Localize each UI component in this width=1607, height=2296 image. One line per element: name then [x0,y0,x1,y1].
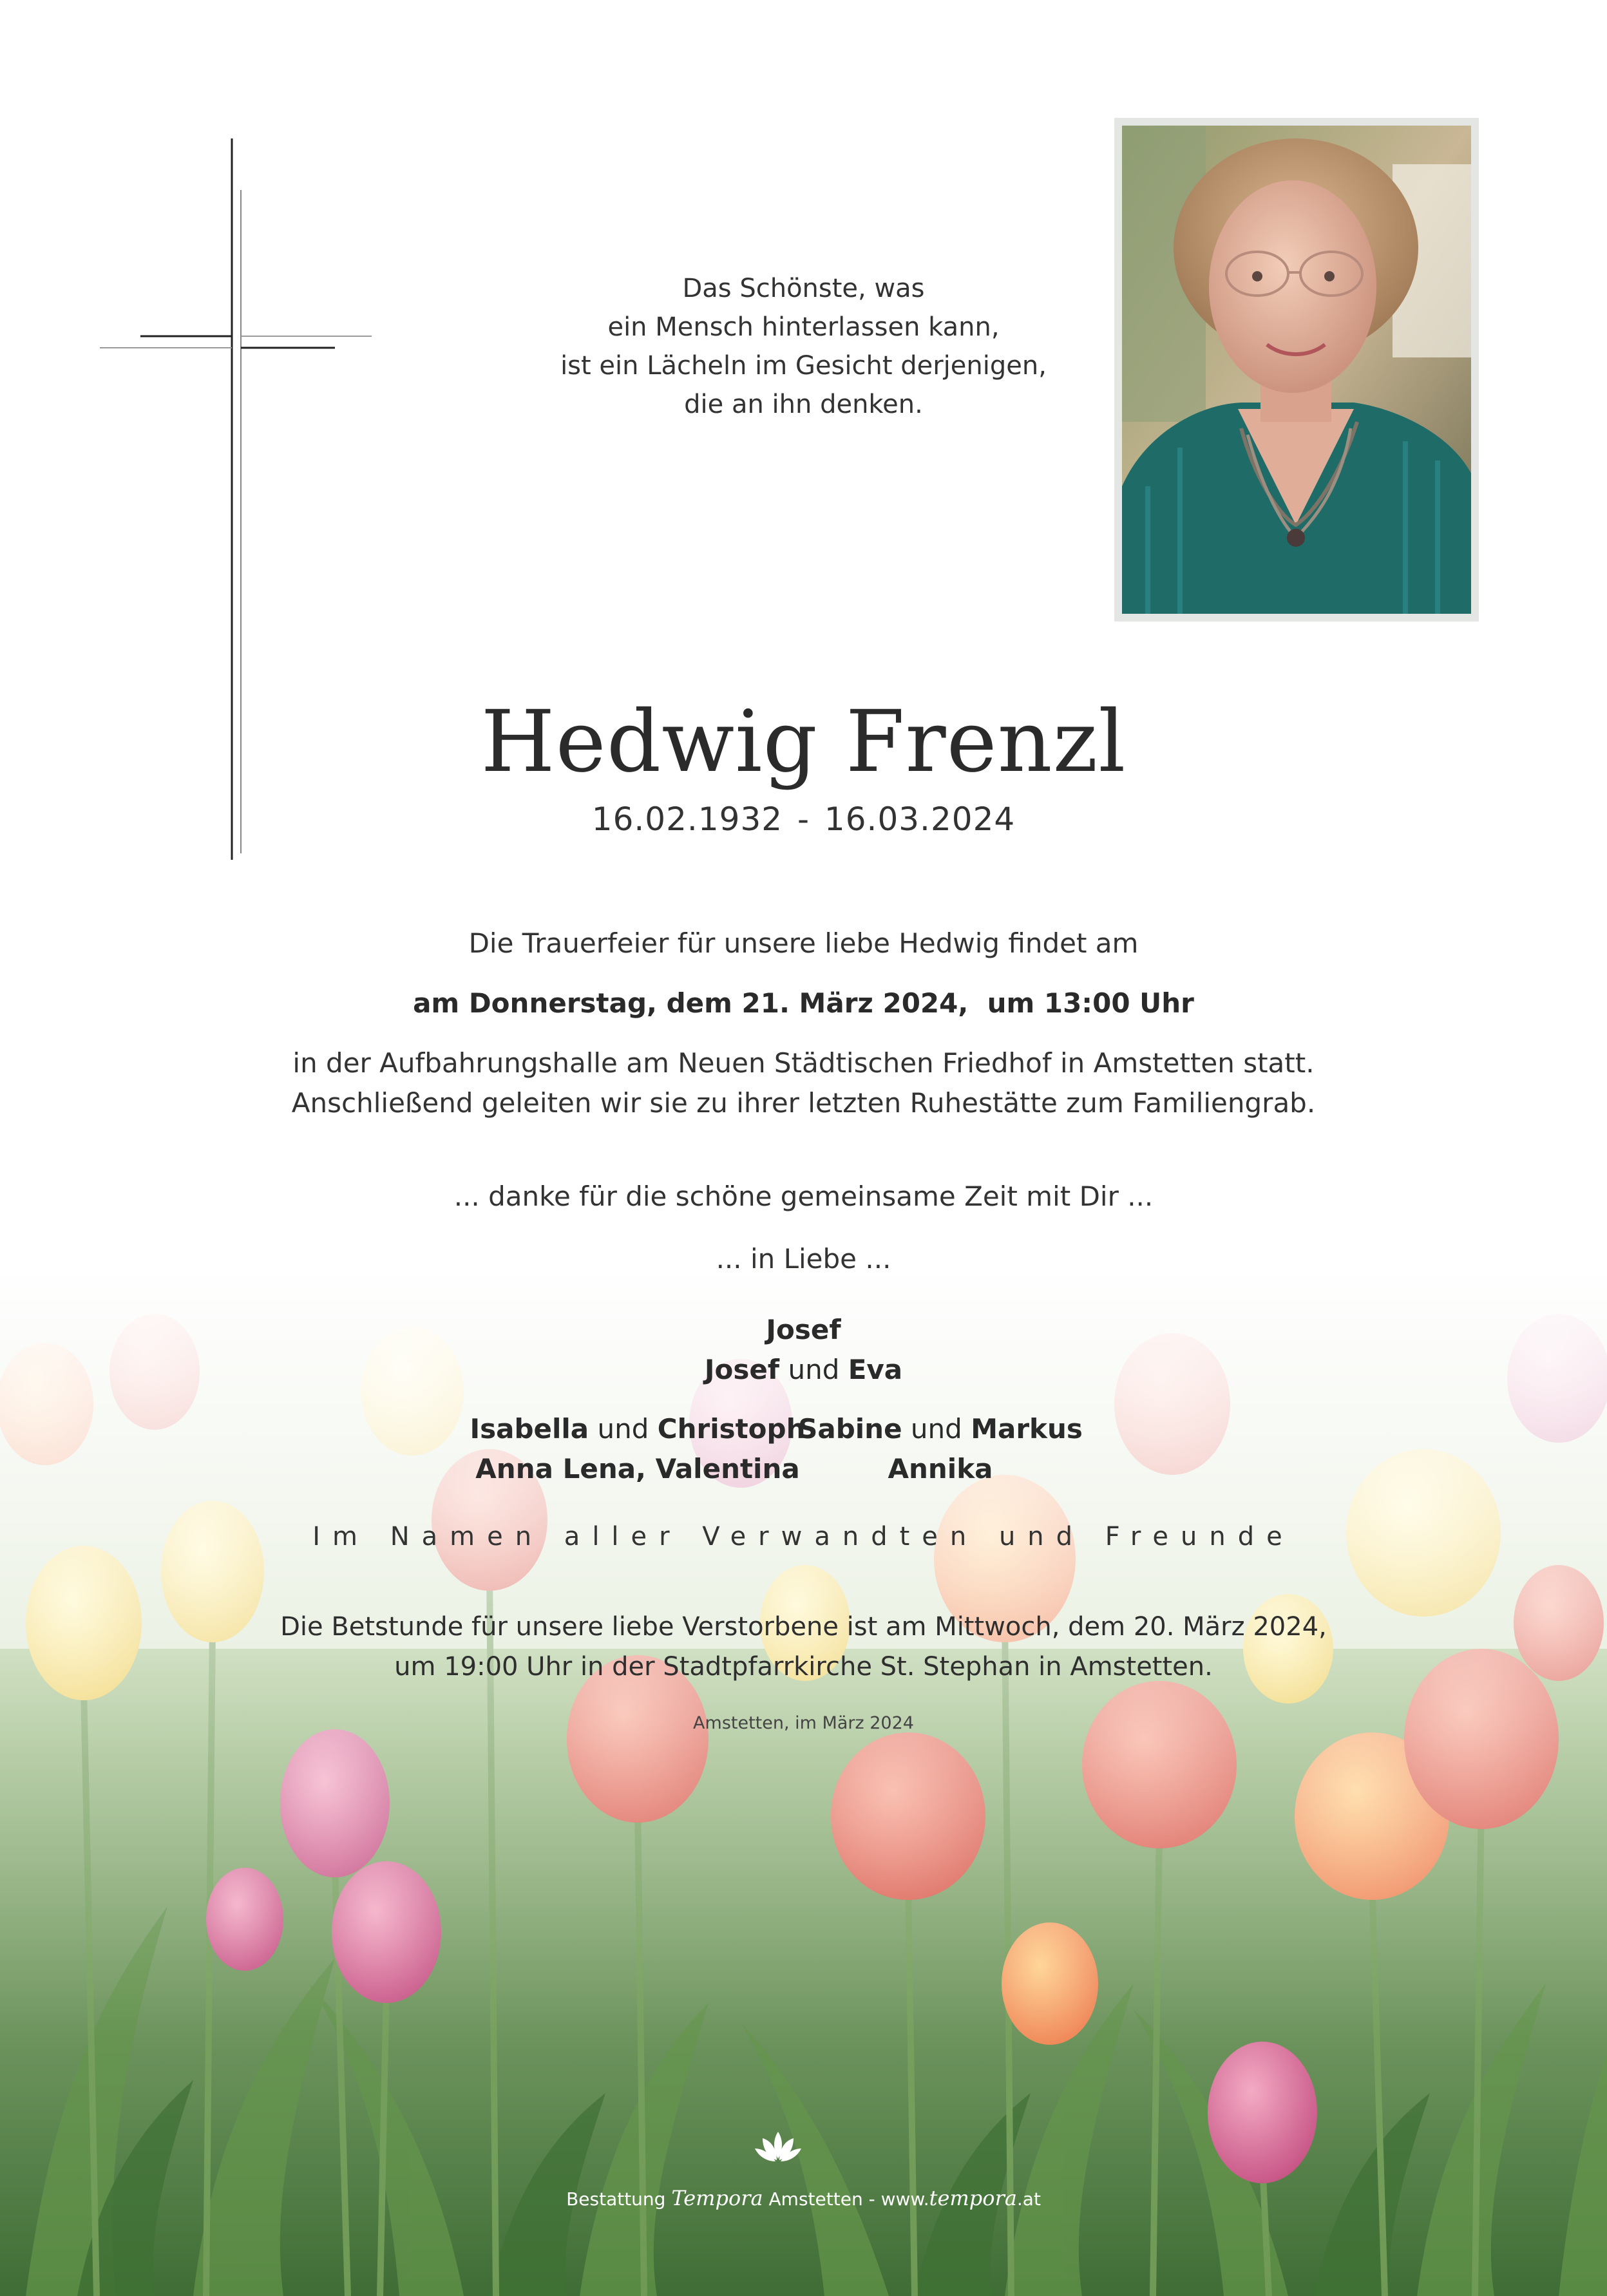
ceremony-date-time: am Donnerstag, dem 21. März 2024, um 13:00 Uhr [413,987,1194,1019]
thanks-line: ... danke für die schöne gemeinsame Zeit mit Dir ... [453,1181,1154,1212]
family-and: und [910,1413,962,1445]
family-second [0,1354,1607,1385]
ceremony-location [0,1043,1607,1123]
quote-line: ist ein Lächeln im Gesicht derjenigen, [560,351,1047,381]
place-date: Amstetten, im März 2024 [693,1713,914,1733]
quote-line: Das Schönste, was [682,274,925,303]
birth-date: 16.02.1932 [591,801,783,838]
death-date: 16.03.2024 [824,801,1016,838]
family-name: Eva [848,1354,903,1385]
footer-prefix: Bestattung [566,2188,666,2210]
family-name: Sabine [798,1413,902,1445]
date-separator: - [797,801,810,838]
ceremony-location-line: Anschließend geleiten wir sie zu ihrer letzten Ruhestätte zum Familiengrab. [291,1087,1316,1119]
family-name: Isabella [470,1413,589,1445]
footer-web-tld: .at [1016,2188,1041,2210]
family-right-group [779,1409,1101,1489]
footer-suffix: Amstetten - www. [768,2188,929,2210]
life-dates [0,801,1607,838]
prayer-line: Die Betstunde für unsere liebe Verstorbene ist am Mittwoch, dem 20. März 2024, [280,1612,1327,1642]
prayer-info [0,1607,1607,1687]
footer-web-brand: tempora [929,2186,1017,2210]
lotus-logo-icon [754,2130,803,2164]
family-and: und [788,1354,840,1385]
ceremony-intro: Die Trauerfeier für unsere liebe Hedwig findet am [468,927,1139,959]
quote-line: ein Mensch hinterlassen kann, [607,312,1000,342]
quote-line: die an ihn denken. [684,390,923,419]
family-left-group [438,1409,837,1489]
funeral-home-footer [0,2186,1607,2210]
footer-brand: Tempora [671,2186,763,2210]
family-children: Annika [888,1453,993,1485]
prayer-line: um 19:00 Uhr in der Stadtpfarrkirche St. Stephan in Amstetten. [394,1652,1213,1682]
relatives-line: Im Namen aller Verwandten und Freunde [312,1522,1295,1551]
family-and: und [597,1413,649,1445]
deceased-name: Hedwig Frenzl [480,692,1127,792]
in-love-line: ... in Liebe ... [716,1243,891,1275]
family-name: Josef [704,1354,780,1385]
family-first: Josef [766,1314,841,1345]
ceremony-location-line: in der Aufbahrungshalle am Neuen Städtischen Friedhof in Amstetten statt. [292,1047,1315,1079]
memorial-quote [0,269,1607,424]
family-name: Markus [971,1413,1083,1445]
family-children: Anna Lena, Valentina [475,1453,800,1485]
family-name: Christoph [657,1413,806,1445]
